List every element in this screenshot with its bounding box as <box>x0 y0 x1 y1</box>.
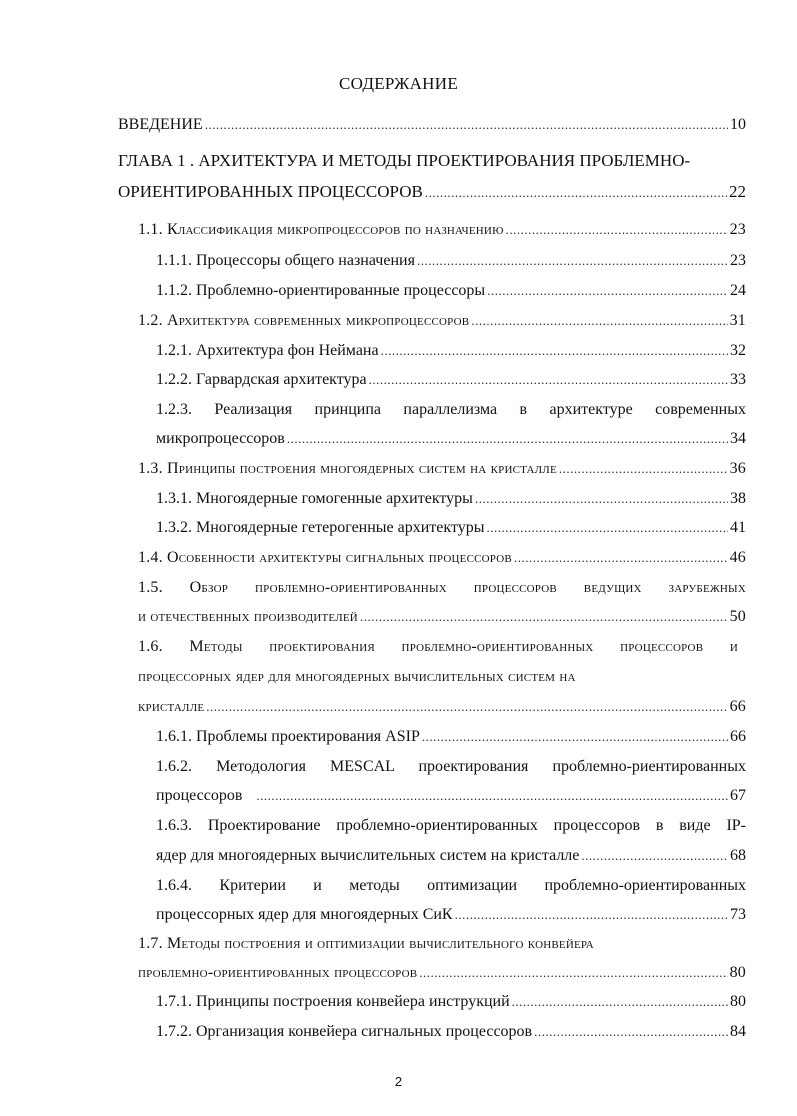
toc-entry-label: 1.4. Особенности архитектуры сигнальных процессоров <box>138 549 512 566</box>
toc-entry-1-3-2[interactable] <box>156 518 746 538</box>
leader-dots <box>512 992 728 1012</box>
toc-page-number: 41 <box>730 519 746 536</box>
toc-entry-label: 1.3.2. Многоядерные гетерогенные архитектуры <box>156 519 485 536</box>
toc-entry-1-5[interactable] <box>138 607 746 627</box>
leader-dots <box>422 727 728 747</box>
leader-dots <box>381 341 728 361</box>
leader-dots <box>455 905 728 925</box>
toc-entry-1-6-3[interactable] <box>156 846 746 866</box>
toc-entry-label: процессоров <box>156 787 243 804</box>
toc-entry-label: 1.1. Классификация микропроцессоров по назначению <box>138 221 504 238</box>
toc-entry-label: микропроцессоров <box>156 430 285 447</box>
toc-page-number: 66 <box>729 698 746 715</box>
leader-dots <box>471 311 727 331</box>
leader-dots <box>417 251 728 271</box>
toc-entry-1-6-4[interactable] <box>156 905 746 925</box>
toc-entry-label: 1.1.2. Проблемно-ориентированные процессоры <box>156 282 486 299</box>
toc-page-number: 22 <box>729 182 746 201</box>
leader-dots <box>475 489 728 509</box>
toc-entry-label: ОРИЕНТИРОВАННЫХ ПРОЦЕССОРОВ <box>118 182 423 201</box>
toc-entry-1-6-2-line1: 1.6.2. Методология MESCAL проектирования проблемно-риентированных <box>156 758 746 775</box>
toc-entry-label: 1.7.1. Принципы построения конвейера инструкций <box>156 993 510 1010</box>
toc-entry-1-2-1[interactable] <box>156 341 746 361</box>
toc-page-number: 68 <box>730 847 746 864</box>
toc-page-number: 34 <box>730 430 746 447</box>
toc-entry-1-2[interactable] <box>138 311 746 331</box>
leader-dots <box>487 281 728 301</box>
toc-entry-1-5-line1: 1.5. Обзор проблемно-ориентированных процессоров ведущих зарубежных <box>138 579 746 596</box>
toc-entry-1-4[interactable] <box>138 548 746 568</box>
leader-dots <box>425 183 727 203</box>
leader-dots <box>559 459 728 479</box>
toc-entry-1-2-3-line1: 1.2.3. Реализация принципа параллелизма в архитектуре современных <box>156 401 746 418</box>
toc-page-number: 24 <box>730 282 746 299</box>
toc-page-number: 36 <box>729 460 746 477</box>
toc-entry-introduction[interactable] <box>118 115 746 135</box>
toc-entry-label: 1.1.1. Процессоры общего назначения <box>156 252 415 269</box>
toc-entry-1-6-line2: процессорных ядер для многоядерных вычислительных систем на <box>138 668 576 685</box>
toc-page-number: 84 <box>730 1023 746 1040</box>
leader-dots <box>514 548 728 568</box>
toc-entry-label: 1.3.1. Многоядерные гомогенные архитектуры <box>156 490 473 507</box>
toc-entry-1-7[interactable] <box>138 963 746 983</box>
toc-entry-label: 1.6.1. Проблемы проектирования ASIP <box>156 728 420 745</box>
toc-entry-1-6-1[interactable] <box>156 727 746 747</box>
leader-dots <box>205 115 728 135</box>
toc-entry-1-6-line1: 1.6. Методы проектирования проблемно-ориентированных процессоров и <box>138 638 738 655</box>
toc-entry-1-6-4-line1: 1.6.4. Критерии и методы оптимизации проблемно-ориентированных <box>156 877 746 894</box>
leader-dots <box>369 370 728 390</box>
toc-page-number: 66 <box>730 728 746 745</box>
page-title: СОДЕРЖАНИЕ <box>338 74 459 93</box>
toc-page-number: 23 <box>729 221 746 238</box>
leader-dots <box>256 786 728 806</box>
toc-entry-chapter-1[interactable] <box>118 182 746 203</box>
toc-entry-label: процессорных ядер для многоядерных СиК <box>156 906 453 923</box>
leader-dots <box>581 846 728 866</box>
toc-entry-1-7-1[interactable] <box>156 992 746 1012</box>
toc-page-number: 31 <box>729 312 746 329</box>
toc-entry-label: 1.2.1. Архитектура фон Неймана <box>156 342 379 359</box>
toc-entry-label: кристалле <box>138 698 205 715</box>
toc-entry-label: 1.2. Архитектура современных микропроцессоров <box>138 312 470 329</box>
toc-entry-1-3[interactable] <box>138 459 746 479</box>
toc-page-number: 33 <box>730 371 746 388</box>
leader-dots <box>419 963 727 983</box>
toc-entry-1-2-3[interactable] <box>156 429 746 449</box>
toc-entry-1-7-2[interactable] <box>156 1022 746 1042</box>
toc-entry-1-2-2[interactable] <box>156 370 746 390</box>
leader-dots <box>487 518 729 538</box>
toc-page-number: 73 <box>730 906 746 923</box>
leader-dots <box>506 220 728 240</box>
toc-page-number: 23 <box>730 252 746 269</box>
leader-dots <box>287 429 728 449</box>
toc-entry-label: ядер для многоядерных вычислительных систем на кристалле <box>156 847 580 864</box>
toc-entry-1-3-1[interactable] <box>156 489 746 509</box>
leader-dots <box>360 607 728 627</box>
toc-entry-label: 1.3. Принципы построения многоядерных систем на кристалле <box>138 460 557 477</box>
toc-entry-1-7-line1: 1.7. Методы построения и оптимизации вычислительного конвейера <box>138 935 594 952</box>
toc-entry-1-6-2[interactable] <box>156 786 746 806</box>
toc-page-number: 38 <box>730 490 746 507</box>
toc-entry-1-6-3-line1: 1.6.3. Проектирование проблемно-ориентированных процессоров в виде IP- <box>156 817 746 834</box>
toc-page-number: 80 <box>729 964 746 981</box>
toc-entry-1-1-1[interactable] <box>156 251 746 271</box>
toc-page-number: 32 <box>730 342 746 359</box>
toc-chapter-heading-line1: ГЛАВА 1 . АРХИТЕКТУРА И МЕТОДЫ ПРОЕКТИРОВАНИЯ ПРОБЛЕМНО- <box>118 151 691 170</box>
toc-page-number: 50 <box>729 608 746 625</box>
leader-dots <box>534 1022 728 1042</box>
toc-entry-1-1-2[interactable] <box>156 281 746 301</box>
toc-entry-label: и отечественных производителей <box>138 608 358 625</box>
toc-entry-label: 1.7.2. Организация конвейера сигнальных процессоров <box>156 1023 533 1040</box>
toc-page-number: 46 <box>729 549 746 566</box>
page-number: 2 <box>394 1074 403 1089</box>
toc-page-number: 67 <box>730 787 746 804</box>
toc-page-number: 80 <box>730 993 746 1010</box>
toc-entry-label: 1.2.2. Гарвардская архитектура <box>156 371 367 388</box>
toc-entry-1-6[interactable] <box>138 697 746 717</box>
leader-dots <box>206 697 727 717</box>
toc-page-number: 10 <box>730 116 746 133</box>
toc-entry-1-1[interactable] <box>138 220 746 240</box>
toc-entry-label: ВВЕДЕНИЕ <box>118 116 203 133</box>
toc-entry-label: проблемно-ориентированных процессоров <box>138 964 418 981</box>
